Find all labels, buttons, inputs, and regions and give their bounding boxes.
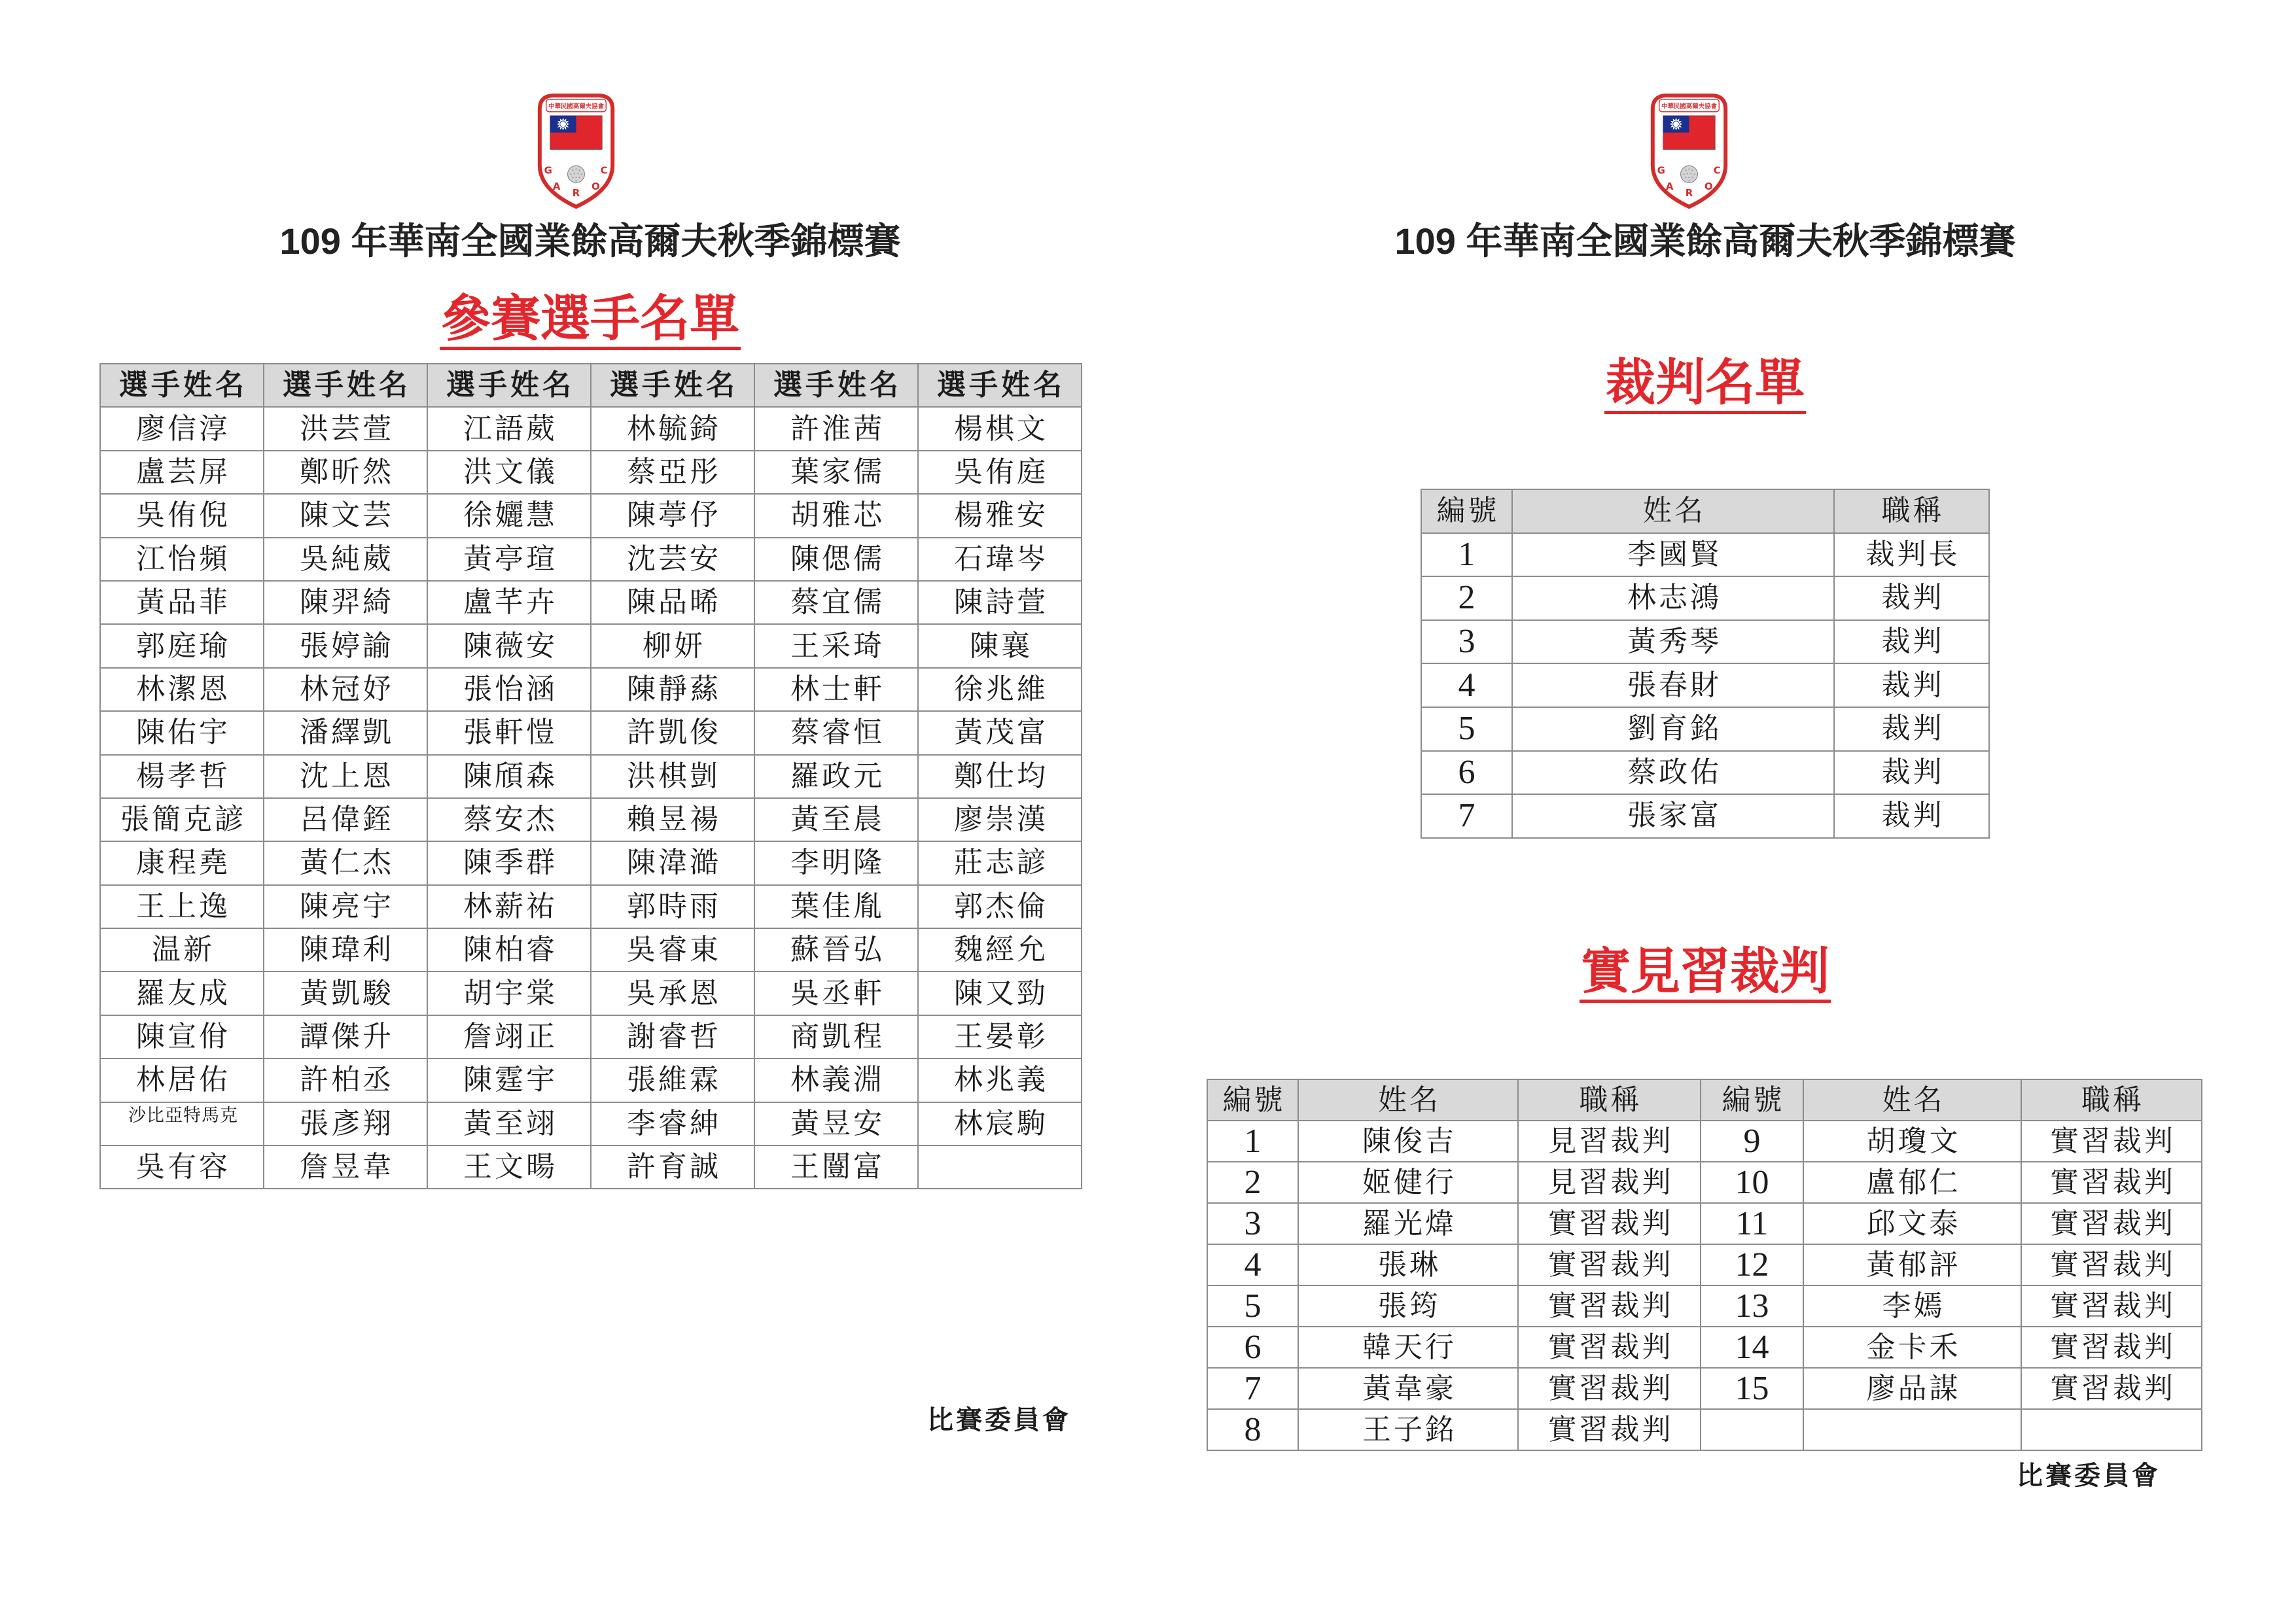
table-row (100, 928, 1082, 971)
trainee-number-cell (1701, 1409, 1803, 1450)
player-name-cell: 石瑋岑 (918, 538, 1082, 581)
trainee-name-cell: 黃韋豪 (1298, 1368, 1518, 1409)
player-name-cell: 王晏彰 (918, 1015, 1082, 1058)
trainee-title-cell: 實習裁判 (1518, 1203, 1701, 1244)
player-name-cell: 陳羿綺 (264, 581, 427, 624)
column-header: 姓名 (1803, 1079, 2021, 1121)
trainee-title-cell: 見習裁判 (1518, 1121, 1701, 1162)
trainee-number-cell: 6 (1207, 1327, 1298, 1368)
player-name-cell: 陳頎森 (427, 755, 591, 798)
section-heading-referees: 裁判名單 (1604, 356, 1806, 414)
player-name-cell: 沈芸安 (591, 538, 754, 581)
player-name-cell: 潘繹凱 (264, 711, 427, 754)
player-name-cell: 葉家儒 (754, 451, 918, 494)
referee-title-cell: 裁判 (1834, 663, 1989, 707)
player-name-cell: 洪棋剴 (591, 755, 754, 798)
player-name-cell: 吳有容 (100, 1145, 264, 1189)
trainee-title-cell: 實習裁判 (2021, 1162, 2202, 1203)
column-header: 選手姓名 (427, 364, 591, 407)
table-row (100, 971, 1082, 1015)
golf-association-logo (530, 92, 622, 209)
table-row (1207, 1162, 2202, 1203)
player-name-cell: 陳湋澔 (591, 841, 754, 884)
trainee-name-cell: 韓天行 (1298, 1327, 1518, 1368)
table-row (100, 755, 1082, 798)
player-list-table (99, 363, 1082, 1189)
player-name-cell: 黃亭瑄 (427, 538, 591, 581)
player-name-cell: 羅政元 (754, 755, 918, 798)
player-name-cell: 陳宣佾 (100, 1015, 264, 1058)
trainee-name-cell: 金卡禾 (1803, 1327, 2021, 1368)
trainee-title-cell (2021, 1409, 2202, 1450)
referee-name-cell: 黃秀琴 (1512, 620, 1834, 664)
player-name-cell: 林居佑 (100, 1058, 264, 1102)
player-name-cell: 許凱俊 (591, 711, 754, 754)
player-name-cell: 楊棋文 (918, 407, 1082, 450)
player-name-cell: 林兆義 (918, 1058, 1082, 1102)
player-name-cell: 陳偲儒 (754, 538, 918, 581)
referee-title-cell: 裁判 (1834, 576, 1989, 620)
table-row (1421, 751, 1989, 795)
table-row (100, 1015, 1082, 1058)
table-row (100, 798, 1082, 841)
player-name-cell: 陳靜蕬 (591, 668, 754, 711)
table-row (1421, 663, 1989, 707)
trainee-name-cell: 羅光煒 (1298, 1203, 1518, 1244)
table-row (100, 841, 1082, 884)
referee-name-cell: 林志鴻 (1512, 576, 1834, 620)
player-name-cell: 廖信淳 (100, 407, 264, 450)
table-row (1207, 1203, 2202, 1244)
player-name-cell: 林潔恩 (100, 668, 264, 711)
player-name-cell: 徐兆維 (918, 668, 1082, 711)
table-row (1421, 620, 1989, 664)
player-name-cell: 吳侑倪 (100, 494, 264, 537)
player-name-cell: 鄭仕均 (918, 755, 1082, 798)
logo-letter: G (544, 164, 552, 177)
trainee-title-cell: 實習裁判 (1518, 1327, 1701, 1368)
column-header: 職稱 (2021, 1079, 2202, 1121)
player-name-cell: 蔡亞彤 (591, 451, 754, 494)
table-row (1207, 1368, 2202, 1409)
player-name-cell: 徐孋慧 (427, 494, 591, 537)
player-name-cell: 葉佳胤 (754, 885, 918, 928)
logo-letter: O (591, 181, 600, 193)
table-row (100, 1102, 1082, 1145)
player-name-cell: 蔡安杰 (427, 798, 591, 841)
referee-number-cell: 7 (1421, 794, 1512, 838)
logo-letter: A (1665, 181, 1674, 193)
section-heading-players: 參賽選手名單 (440, 292, 741, 350)
player-name-cell: 吳丞軒 (754, 971, 918, 1015)
trainee-title-cell: 實習裁判 (2021, 1121, 2202, 1162)
table-row (100, 711, 1082, 754)
referee-number-cell: 4 (1421, 663, 1512, 707)
section-heading-wrap (1214, 356, 2196, 414)
referee-name-cell: 張家富 (1512, 794, 1834, 838)
trainee-number-cell: 7 (1207, 1368, 1298, 1409)
trainee-number-cell: 9 (1701, 1121, 1803, 1162)
table-row (100, 668, 1082, 711)
player-name-cell: 魏經允 (918, 928, 1082, 971)
column-header: 選手姓名 (100, 364, 264, 407)
player-name-cell: 郭時雨 (591, 885, 754, 928)
trainee-title-cell: 實習裁判 (1518, 1244, 1701, 1285)
trainee-title-cell: 實習裁判 (2021, 1285, 2202, 1327)
player-name-cell: 蘇晉弘 (754, 928, 918, 971)
player-name-cell: 林宸駒 (918, 1102, 1082, 1145)
trainee-title-cell: 實習裁判 (2021, 1327, 2202, 1368)
player-name-cell: 陳又勁 (918, 971, 1082, 1015)
player-name-cell: 張怡涵 (427, 668, 591, 711)
golf-ball-icon (1681, 166, 1698, 183)
player-name-cell: 許柏丞 (264, 1058, 427, 1102)
page-title: 109 年華南全國業餘高爾夫秋季錦標賽 (279, 220, 901, 262)
referee-number-cell: 2 (1421, 576, 1512, 620)
player-name-cell: 陳季群 (427, 841, 591, 884)
column-header: 選手姓名 (918, 364, 1082, 407)
trainee-number-cell: 14 (1701, 1327, 1803, 1368)
section-heading-trainee-referees: 實見習裁判 (1580, 945, 1831, 1003)
player-name-cell: 黃至翊 (427, 1102, 591, 1145)
player-name-cell: 陳詩萱 (918, 581, 1082, 624)
player-name-cell: 江語葳 (427, 407, 591, 450)
player-name-cell: 黃品菲 (100, 581, 264, 624)
trainee-number-cell: 2 (1207, 1162, 1298, 1203)
player-name-cell: 張簡克諺 (100, 798, 264, 841)
player-name-cell: 王采琦 (754, 624, 918, 667)
table-row (1421, 707, 1989, 751)
trainee-title-cell: 實習裁判 (2021, 1203, 2202, 1244)
committee-signature: 比賽委員會 (927, 1406, 1071, 1435)
column-header: 職稱 (1834, 489, 1989, 533)
player-name-cell: 張維霖 (591, 1058, 754, 1102)
column-header: 編號 (1207, 1079, 1298, 1121)
logo-letter: A (552, 181, 561, 193)
player-name-cell: 呂偉銍 (264, 798, 427, 841)
player-name-cell: 陳襄 (918, 624, 1082, 667)
trainee-title-cell: 實習裁判 (2021, 1244, 2202, 1285)
player-name-cell: 吳睿東 (591, 928, 754, 971)
trainee-number-cell: 1 (1207, 1121, 1298, 1162)
trainee-name-cell (1803, 1409, 2021, 1450)
golf-association-logo (1643, 92, 1735, 209)
player-name-cell: 王闓富 (754, 1145, 918, 1189)
logo-org-name: 中華民國高爾夫協會 (548, 103, 604, 111)
player-name-cell: 黃仁杰 (264, 841, 427, 884)
trainee-title-cell: 實習裁判 (1518, 1368, 1701, 1409)
table-row (100, 624, 1082, 667)
referee-name-cell: 蔡政佑 (1512, 751, 1834, 795)
player-name-cell: 詹翊正 (427, 1015, 591, 1058)
table-row (1207, 1244, 2202, 1285)
table-row (1421, 533, 1989, 577)
table-header-row (1421, 489, 1989, 533)
trainee-name-cell: 張琳 (1298, 1244, 1518, 1285)
referee-list-table (1421, 489, 1990, 839)
player-name-cell: 黃至晨 (754, 798, 918, 841)
trainee-name-cell: 李嫣 (1803, 1285, 2021, 1327)
column-header: 選手姓名 (264, 364, 427, 407)
player-name-cell: 蔡宜儒 (754, 581, 918, 624)
player-name-cell: 郭庭瑜 (100, 624, 264, 667)
logo-letter: G (1657, 164, 1665, 177)
table-header-row (100, 364, 1082, 407)
player-name-cell: 陳佑宇 (100, 711, 264, 754)
player-name-cell: 洪文儀 (427, 451, 591, 494)
trainee-name-cell: 盧郁仁 (1803, 1162, 2021, 1203)
player-name-cell: 胡雅芯 (754, 494, 918, 537)
player-name-cell: 楊雅安 (918, 494, 1082, 537)
trainee-name-cell: 邱文泰 (1803, 1203, 2021, 1244)
trainee-number-cell: 5 (1207, 1285, 1298, 1327)
player-name-cell: 林士軒 (754, 668, 918, 711)
column-header: 職稱 (1518, 1079, 1701, 1121)
section-heading-wrap (1214, 945, 2196, 1003)
player-name-cell: 柳妍 (591, 624, 754, 667)
player-name-cell: 林冠妤 (264, 668, 427, 711)
player-name-cell: 温新 (100, 928, 264, 971)
trainee-name-cell: 廖品謀 (1803, 1368, 2021, 1409)
player-name-cell: 陳文芸 (264, 494, 427, 537)
player-name-cell: 張軒愷 (427, 711, 591, 754)
table-row (1207, 1285, 2202, 1327)
trainee-name-cell: 胡瓊文 (1803, 1121, 2021, 1162)
table-row (100, 885, 1082, 928)
player-name-cell: 詹昱韋 (264, 1145, 427, 1189)
trainee-number-cell: 13 (1701, 1285, 1803, 1327)
player-name-cell: 黃凱駿 (264, 971, 427, 1015)
referee-name-cell: 劉育銘 (1512, 707, 1834, 751)
table-row (100, 451, 1082, 494)
player-name-cell: 謝睿哲 (591, 1015, 754, 1058)
column-header: 選手姓名 (754, 364, 918, 407)
referee-title-cell: 裁判 (1834, 620, 1989, 664)
column-header: 編號 (1701, 1079, 1803, 1121)
trainee-name-cell: 黃郁評 (1803, 1244, 2021, 1285)
column-header: 編號 (1421, 489, 1512, 533)
player-name-cell: 盧芊卉 (427, 581, 591, 624)
player-name-cell (918, 1145, 1082, 1189)
trainee-title-cell: 實習裁判 (1518, 1409, 1701, 1450)
referee-title-cell: 裁判 (1834, 794, 1989, 838)
player-name-cell: 陳薇安 (427, 624, 591, 667)
taiwan-flag-icon (1663, 116, 1716, 150)
player-name-cell: 黃昱安 (754, 1102, 918, 1145)
player-name-cell: 陳亮宇 (264, 885, 427, 928)
player-name-cell: 沈上恩 (264, 755, 427, 798)
player-name-cell: 譚傑升 (264, 1015, 427, 1058)
logo-org-name: 中華民國高爾夫協會 (1661, 103, 1717, 111)
player-name-cell: 廖崇漢 (918, 798, 1082, 841)
table-row (100, 538, 1082, 581)
logo-letter: C (600, 164, 608, 177)
table-row (1207, 1121, 2202, 1162)
referee-title-cell: 裁判 (1834, 751, 1989, 795)
player-name-cell: 陳霆宇 (427, 1058, 591, 1102)
player-name-cell: 陳品晞 (591, 581, 754, 624)
player-name-cell: 康程堯 (100, 841, 264, 884)
committee-signature: 比賽委員會 (2017, 1461, 2161, 1490)
player-name-cell: 王上逸 (100, 885, 264, 928)
player-name-cell: 洪芸萱 (264, 407, 427, 450)
player-name-cell: 許育誠 (591, 1145, 754, 1189)
referee-number-cell: 1 (1421, 533, 1512, 577)
player-name-cell: 林毓錡 (591, 407, 754, 450)
referee-number-cell: 3 (1421, 620, 1512, 664)
table-row (1207, 1409, 2202, 1450)
player-name-cell: 鄭昕然 (264, 451, 427, 494)
table-row (1207, 1327, 2202, 1368)
referee-name-cell: 張春財 (1512, 663, 1834, 707)
player-name-cell: 郭杰倫 (918, 885, 1082, 928)
player-name-cell: 林義淵 (754, 1058, 918, 1102)
player-name-cell: 盧芸屏 (100, 451, 264, 494)
table-row (1421, 576, 1989, 620)
column-header: 姓名 (1512, 489, 1834, 533)
trainee-number-cell: 15 (1701, 1368, 1803, 1409)
logo-letter: O (1704, 181, 1713, 193)
trainee-referee-table (1207, 1079, 2202, 1451)
table-row (1421, 794, 1989, 838)
player-name-cell: 胡宇棠 (427, 971, 591, 1015)
player-name-cell: 吳純葳 (264, 538, 427, 581)
player-name-cell: 吳侑庭 (918, 451, 1082, 494)
trainee-number-cell: 11 (1701, 1203, 1803, 1244)
table-row (100, 407, 1082, 450)
player-name-cell: 張彥翔 (264, 1102, 427, 1145)
player-name-cell: 許淮茜 (754, 407, 918, 450)
logo-letter: R (1685, 187, 1693, 200)
player-name-cell: 羅友成 (100, 971, 264, 1015)
player-name-cell: 王文暘 (427, 1145, 591, 1189)
player-name-cell: 沙比亞特馬克 (100, 1102, 264, 1145)
player-name-cell: 張婷諭 (264, 624, 427, 667)
player-name-cell: 蔡睿恒 (754, 711, 918, 754)
player-name-cell: 賴昱禓 (591, 798, 754, 841)
trainee-number-cell: 8 (1207, 1409, 1298, 1450)
player-name-cell: 陳瑋利 (264, 928, 427, 971)
referee-title-cell: 裁判長 (1834, 533, 1989, 577)
trainee-title-cell: 實習裁判 (1518, 1285, 1701, 1327)
player-name-cell: 楊孝哲 (100, 755, 264, 798)
referee-name-cell: 李國賢 (1512, 533, 1834, 577)
column-header: 姓名 (1298, 1079, 1518, 1121)
trainee-number-cell: 10 (1701, 1162, 1803, 1203)
trainee-title-cell: 實習裁判 (2021, 1368, 2202, 1409)
trainee-name-cell: 王子銘 (1298, 1409, 1518, 1450)
section-heading-wrap (99, 292, 1081, 350)
player-name-cell: 陳葶伃 (591, 494, 754, 537)
table-header-row (1207, 1079, 2202, 1121)
page-title: 109 年華南全國業餘高爾夫秋季錦標賽 (1394, 220, 2016, 262)
referee-title-cell: 裁判 (1834, 707, 1989, 751)
trainee-name-cell: 張筠 (1298, 1285, 1518, 1327)
player-name-cell: 商凱程 (754, 1015, 918, 1058)
table-row (100, 494, 1082, 537)
golf-ball-icon (568, 166, 585, 183)
player-name-cell: 林薪祐 (427, 885, 591, 928)
trainee-title-cell: 見習裁判 (1518, 1162, 1701, 1203)
table-row (100, 581, 1082, 624)
column-header: 選手姓名 (591, 364, 754, 407)
player-name-cell: 陳柏睿 (427, 928, 591, 971)
table-row (100, 1058, 1082, 1102)
referee-number-cell: 6 (1421, 751, 1512, 795)
player-name-cell: 李睿紳 (591, 1102, 754, 1145)
trainee-number-cell: 12 (1701, 1244, 1803, 1285)
trainee-number-cell: 3 (1207, 1203, 1298, 1244)
player-name-cell: 黃茂富 (918, 711, 1082, 754)
trainee-number-cell: 4 (1207, 1244, 1298, 1285)
taiwan-flag-icon (550, 116, 603, 150)
logo-letter: C (1713, 164, 1721, 177)
logo-letter: R (572, 187, 580, 200)
player-name-cell: 江怡頻 (100, 538, 264, 581)
table-row (100, 1145, 1082, 1189)
player-name-cell: 莊志諺 (918, 841, 1082, 884)
referee-number-cell: 5 (1421, 707, 1512, 751)
trainee-name-cell: 姬健行 (1298, 1162, 1518, 1203)
player-name-cell: 吳承恩 (591, 971, 754, 1015)
trainee-name-cell: 陳俊吉 (1298, 1121, 1518, 1162)
player-name-cell: 李明隆 (754, 841, 918, 884)
